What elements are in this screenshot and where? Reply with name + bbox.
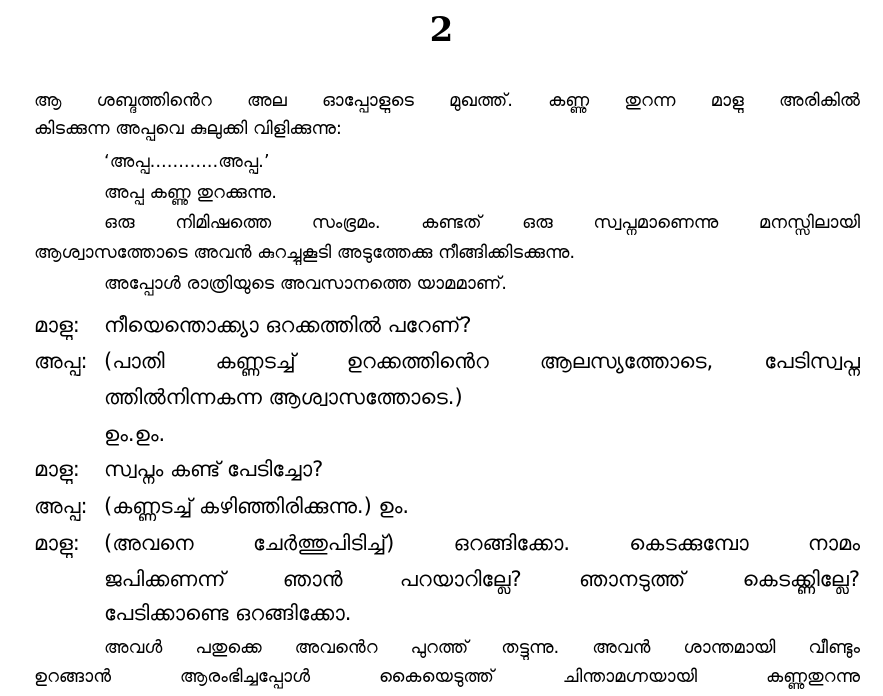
dialogue-line: സ്വപ്നം കണ്ട് പേടിച്ചോ? — [104, 457, 324, 481]
paragraph-2-line-2: ആശ്വാസത്തോടെ അവൻ കുറച്ചുകൂടി അടുത്തേക്കു നീങ്ങിക്കിടക്കുന്നു. — [34, 242, 576, 263]
dialogue-line: (അവനെ ചേർത്തുപിടിച്ച്) ഒറങ്ങിക്കോ. കെടക്കുമ്പോ നാമം — [104, 531, 860, 555]
speaker-malu: മാളു: — [34, 531, 80, 555]
speaker-appu: അപ്പു: — [34, 349, 88, 373]
speaker-appu: അപ്പു: — [34, 494, 88, 518]
dialogue-line: ത്തിൽനിന്നകന്ന ആശ്വാസത്തോടെ.) — [104, 385, 463, 409]
paragraph-3: അപ്പോൾ രാത്രിയുടെ അവസാനത്തെ യാമമാണ്. — [104, 273, 507, 294]
paragraph-1-line-2: കിടക്കുന്ന അപ്പുവെ കുലുക്കി വിളിക്കുന്നു: — [34, 118, 342, 139]
wake-line: അപ്പു കണ്ണു തുറക്കുന്നു. — [104, 182, 277, 203]
paragraph-4-line-2: ഉറങ്ങാൻ ആരംഭിച്ചപ്പോൾ കൈയെടുത്ത് ചിന്താമഗ്നയായി കണ്ണുതുറന്നു — [34, 666, 860, 687]
paragraph-4-line-1: അവൾ പതുക്കെ അവൻെറ പുറത്ത് തട്ടുന്നു. അവൻ ശാന്തമായി വീണ്ടും — [104, 637, 860, 658]
dialogue-line: ജപിക്കണന്ന് ഞാൻ പറയാറില്ലേ? ഞാനടുത്ത് കെടക്ക്ണില്ലേ? — [104, 567, 860, 591]
dialogue-line: നീയെന്തൊക്ക്യാ ഒറക്കത്തിൽ പറേണ്? — [104, 313, 472, 337]
dialogue-line: (കണ്ണടച്ച് കഴിഞ്ഞിരിക്കുന്നു.) ഉം. — [104, 494, 410, 518]
dialogue-line: (പാതി കണ്ണടച്ച് ഉറക്കത്തിൻെറ ആലസ്യത്തോടെ, പേടിസ്വപ്ന — [104, 349, 860, 373]
dialogue-line: പേടിക്കാണ്ടെ ഒറങ്ങിക്കോ. — [104, 601, 352, 625]
dialogue-line: ഉം.ഉം. — [104, 422, 166, 446]
paragraph-2-line-1: ഒരു നിമിഷത്തെ സംഭ്രമം. കണ്ടത് ഒരു സ്വപ്നമാണെന്നു മനസ്സിലായി — [104, 212, 860, 233]
speaker-malu: മാളു: — [34, 457, 80, 481]
speaker-malu: മാളു: — [34, 313, 80, 337]
page-number: 2 — [429, 10, 454, 50]
call-line: ‘അപ്പൂ............അപ്പൂ.’ — [104, 151, 270, 172]
paragraph-1-line-1: ആ ശബ്ദത്തിൻെറ അല ഓപ്പോളുടെ മുഖത്ത്. കണ്ണു തുറന്ന മാളു അരികിൽ — [34, 90, 860, 111]
